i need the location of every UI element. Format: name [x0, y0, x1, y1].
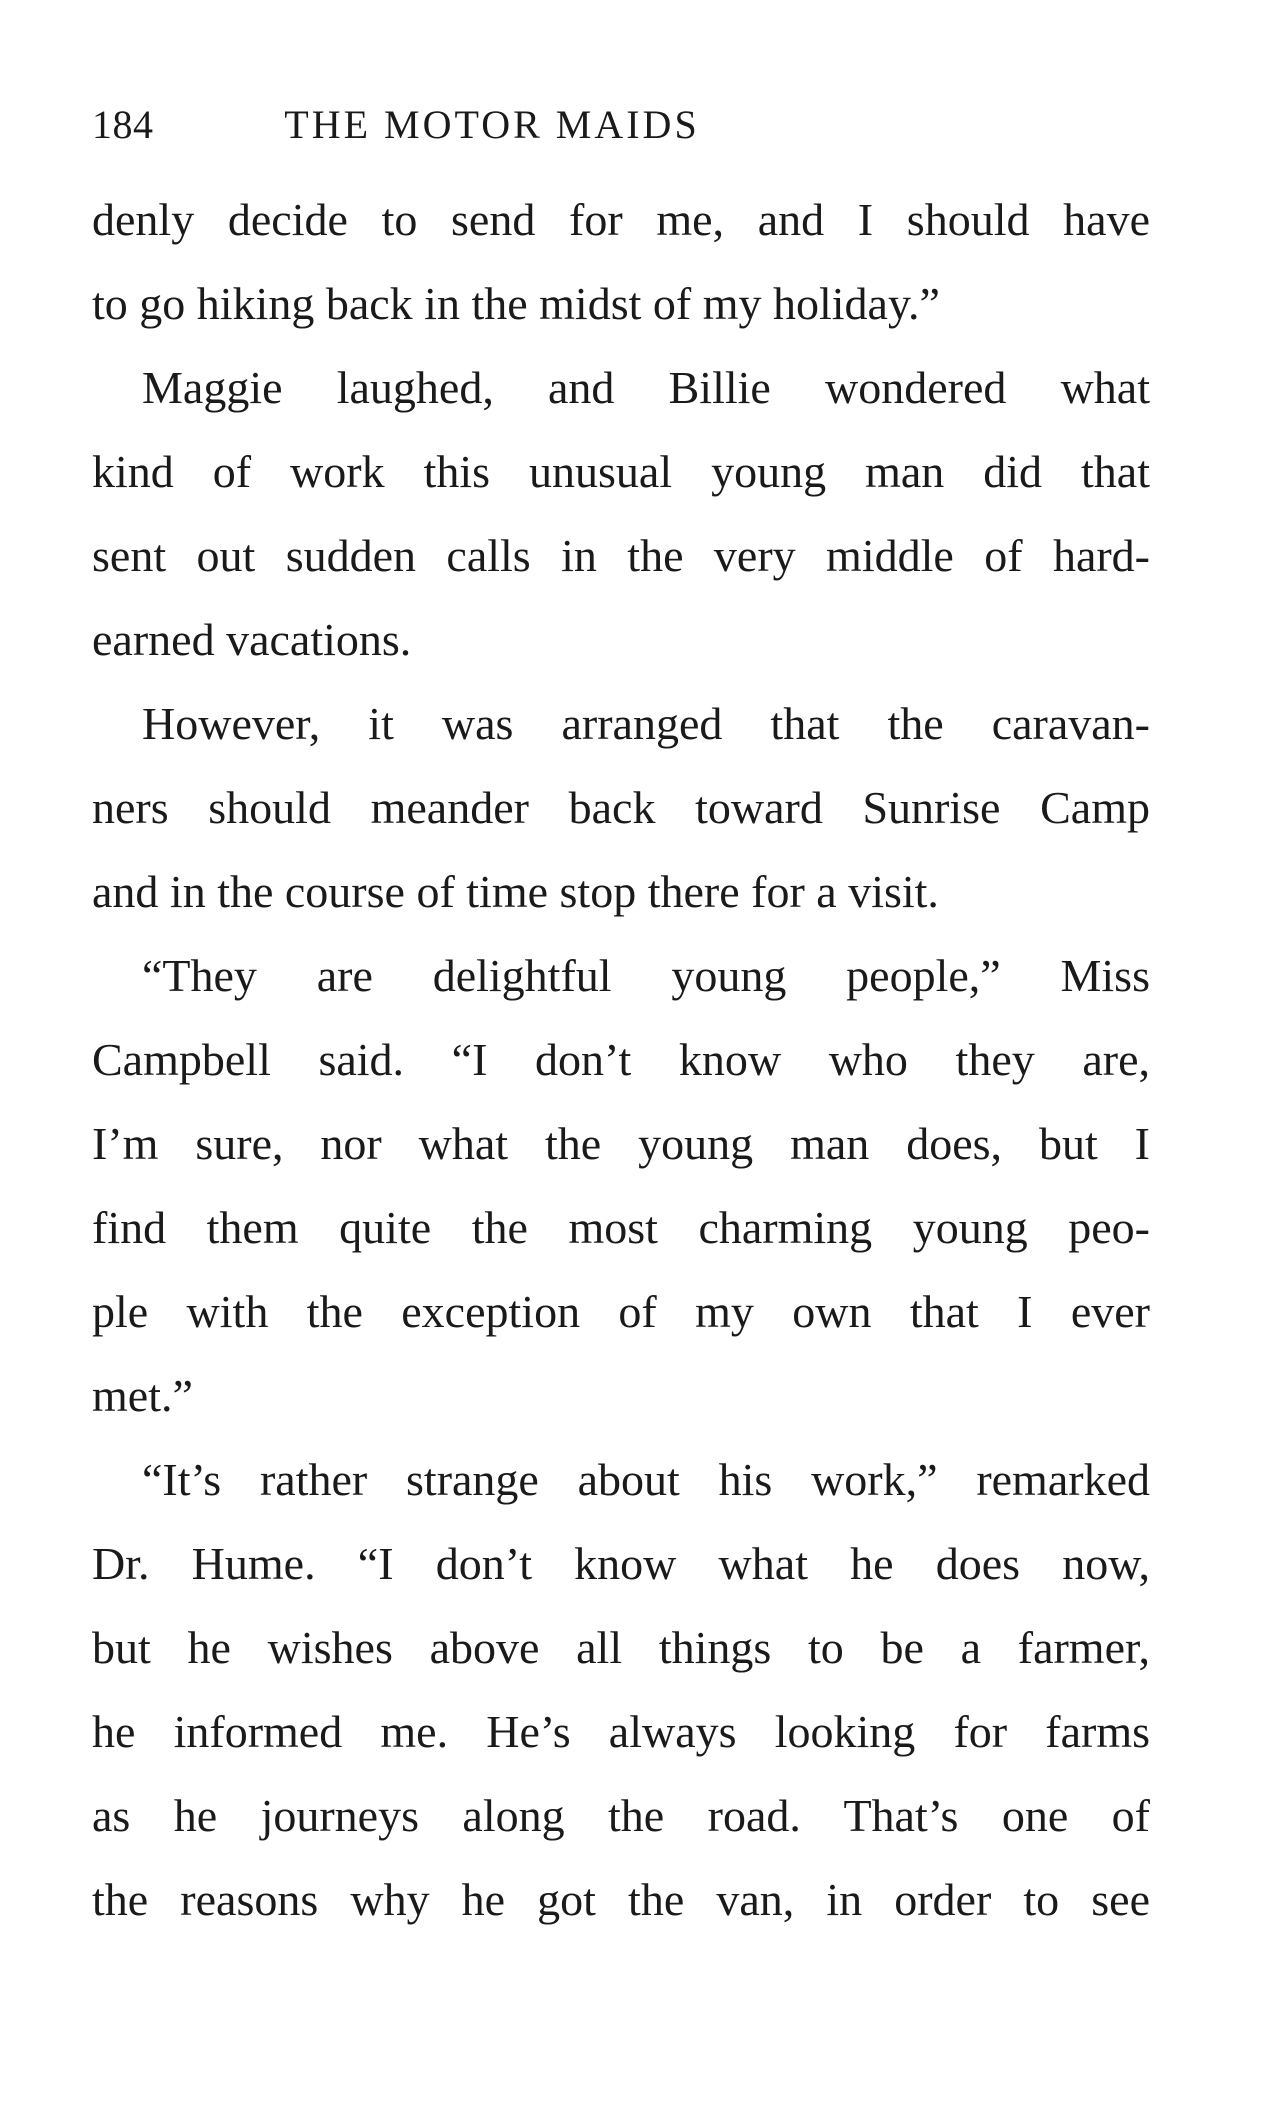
- text-line: I’m sure, nor what the young man does, but I: [92, 1118, 1150, 1169]
- page-header: [92, 100, 1152, 150]
- text-line: to go hiking back in the midst of my holiday.”: [92, 278, 940, 329]
- text-line: but he wishes above all things to be a farmer,: [92, 1622, 1150, 1673]
- running-head: THE MOTOR MAIDS: [284, 102, 700, 147]
- page-number: 184: [92, 102, 154, 147]
- text-line: earned vacations.: [92, 614, 412, 665]
- text-line: ple with the exception of my own that I ever: [92, 1286, 1150, 1337]
- text-line: and in the course of time stop there for a visit.: [92, 866, 939, 917]
- text-line: he informed me. He’s always looking for farms: [92, 1706, 1150, 1757]
- text-line: sent out sudden calls in the very middle of hard-: [92, 530, 1150, 581]
- text-line: as he journeys along the road. That’s one of: [92, 1790, 1150, 1841]
- text-line: met.”: [92, 1370, 193, 1421]
- text-line: kind of work this unusual young man did that: [92, 446, 1150, 497]
- text-line: denly decide to send for me, and I should have: [92, 194, 1150, 245]
- text-line: “They are delightful young people,” Miss: [142, 950, 1150, 1001]
- text-line: Campbell said. “I don’t know who they are,: [92, 1034, 1150, 1085]
- text-line: Dr. Hume. “I don’t know what he does now,: [92, 1538, 1150, 1589]
- text-line: ners should meander back toward Sunrise Camp: [92, 782, 1150, 833]
- text-line: “It’s rather strange about his work,” remarked: [142, 1454, 1150, 1505]
- text-line: Maggie laughed, and Billie wondered what: [142, 362, 1150, 413]
- text-line: the reasons why he got the van, in order to see: [92, 1874, 1150, 1925]
- text-line: However, it was arranged that the caravan-: [142, 698, 1150, 749]
- body-text: [92, 178, 1150, 1942]
- text-line: find them quite the most charming young peo-: [92, 1202, 1150, 1253]
